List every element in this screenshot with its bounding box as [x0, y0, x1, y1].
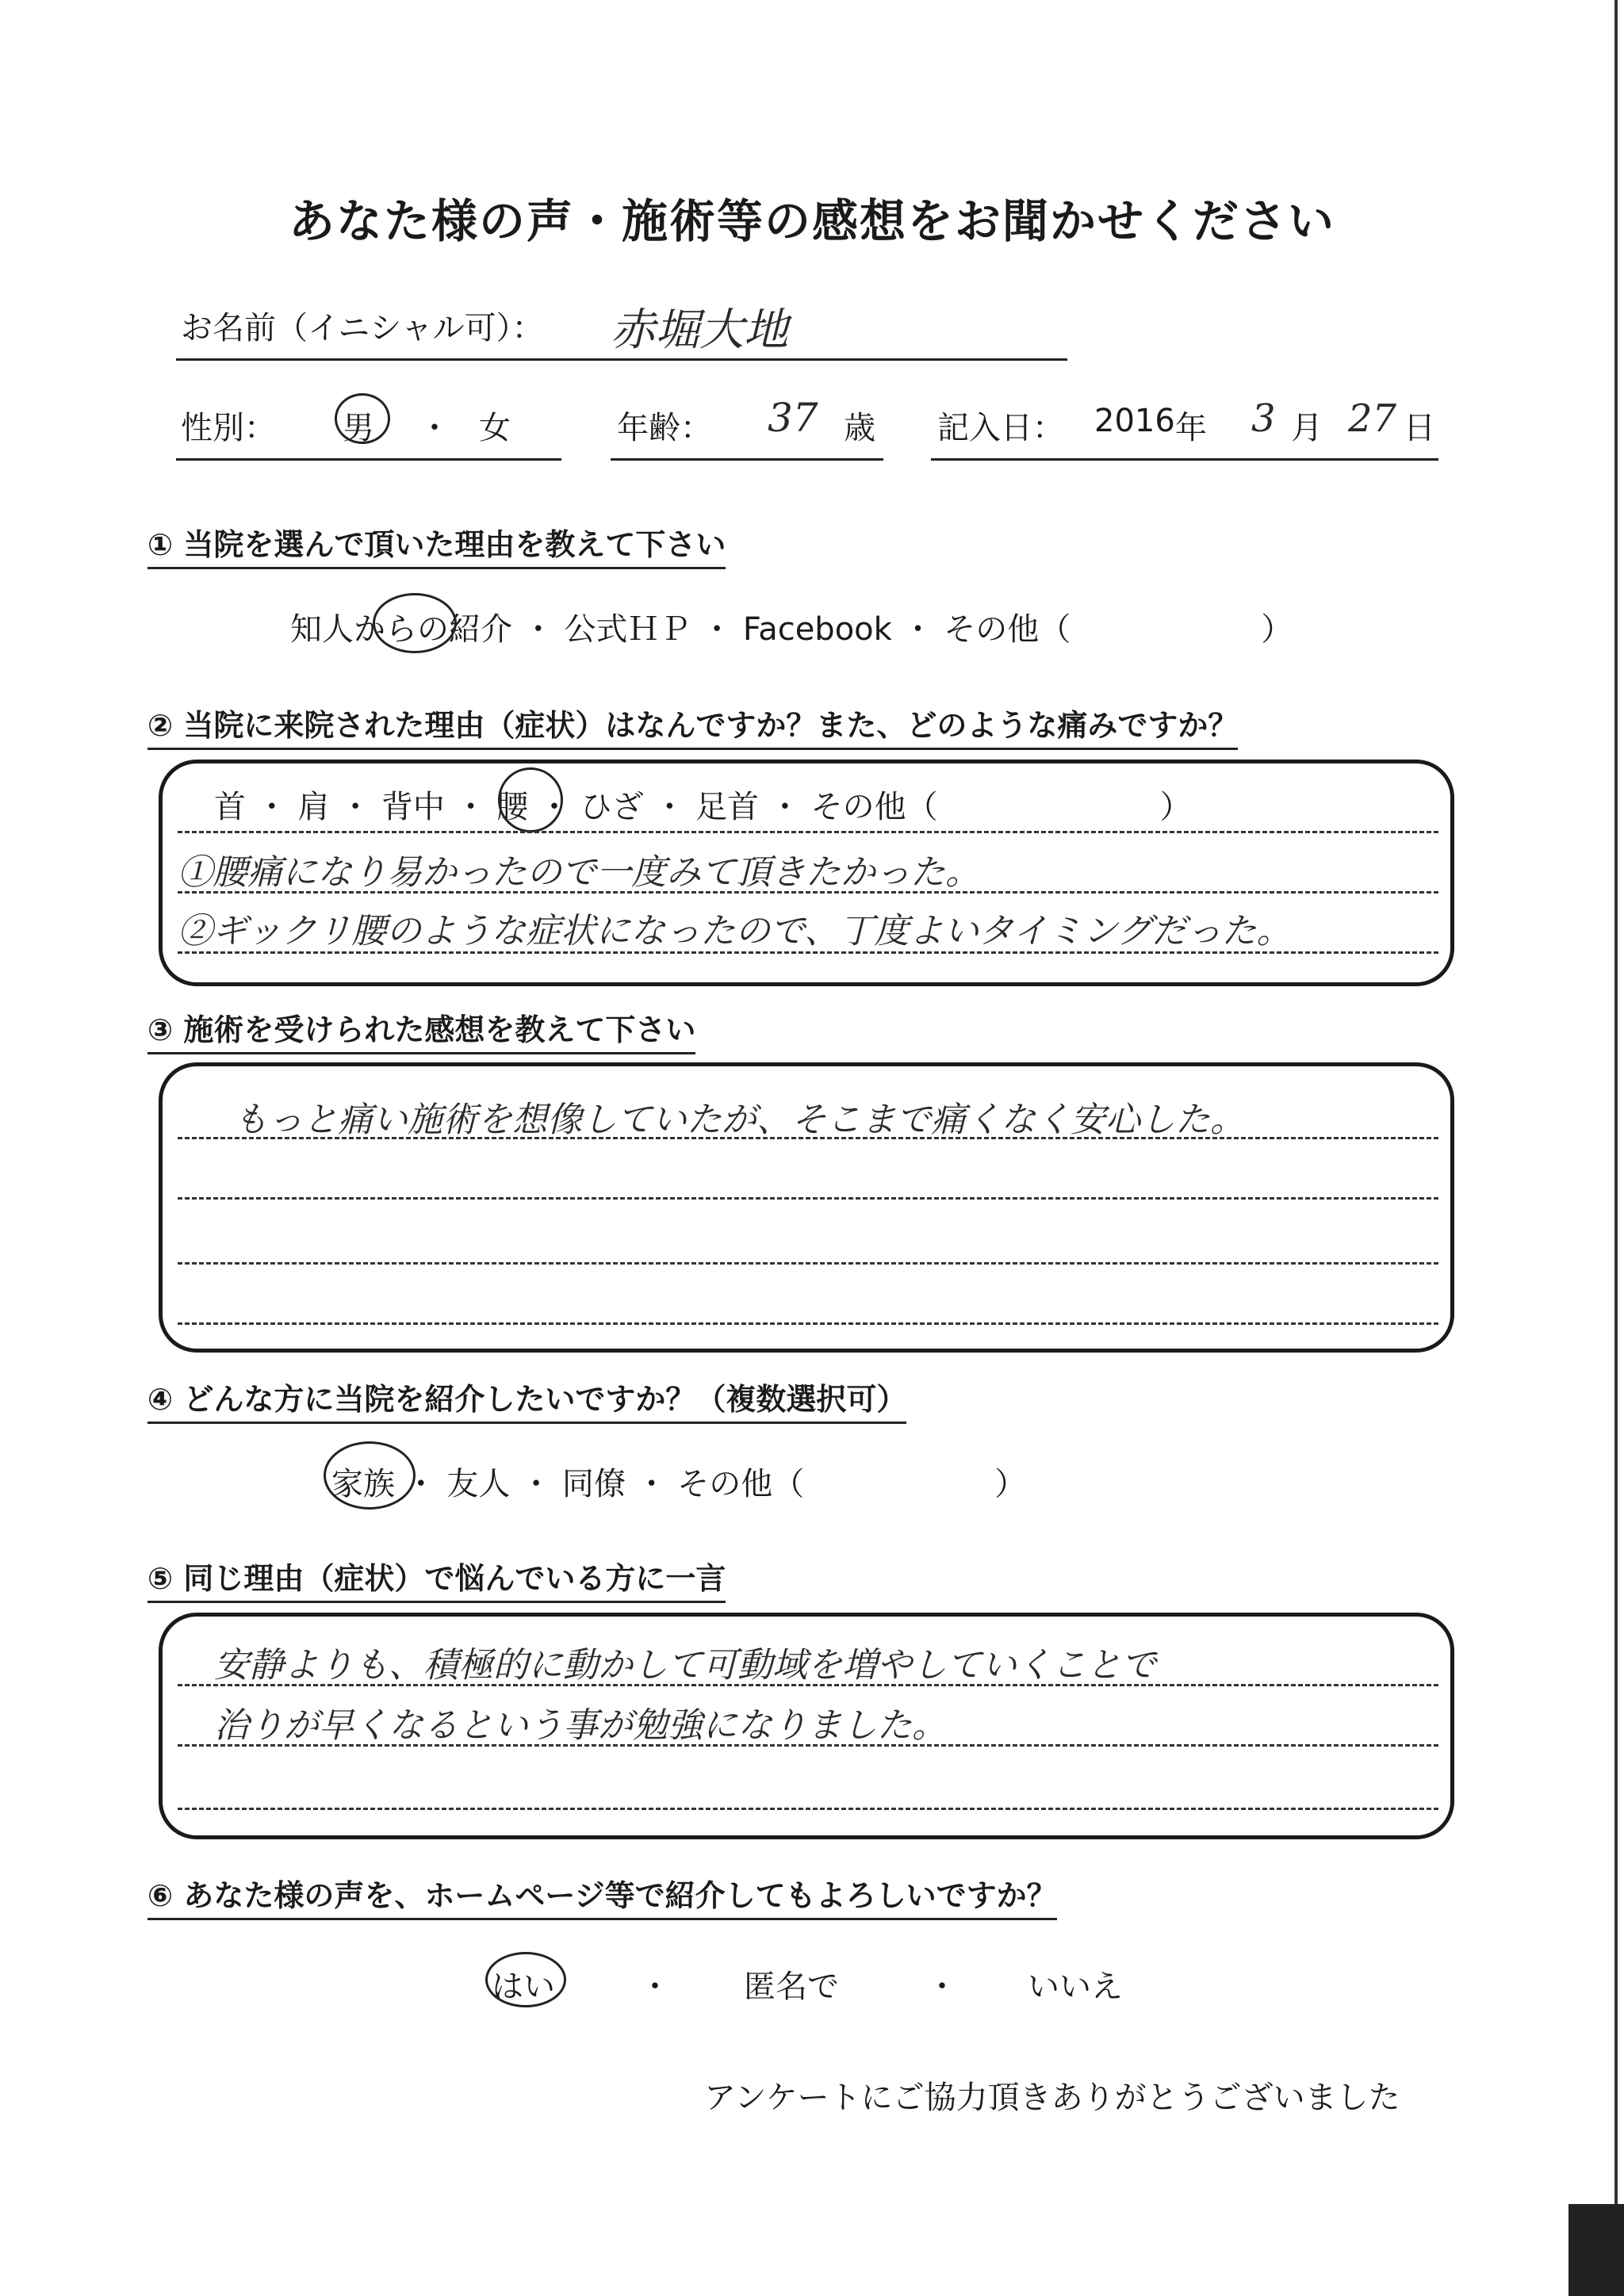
q1-heading: ① 当院を選んで頂いた理由を教えて下さい [147, 520, 726, 569]
age-value: 37 [768, 395, 818, 441]
name-value: 赤堀大地 [611, 304, 788, 356]
gender-label: 性別： [181, 410, 276, 446]
q2-selection-circle [498, 767, 563, 832]
date-day-unit: 日 [1404, 410, 1435, 446]
q3-line-1 [178, 1137, 1438, 1139]
page-title: あなた様の声・施術等の感想をお聞かせください [288, 194, 1335, 248]
age-label: 年齢： [617, 410, 712, 446]
q2-line-1 [178, 831, 1438, 833]
q2-heading: ② 当院に来院された理由（症状）はなんですか？また、どのような痛みですか？ [147, 701, 1238, 750]
q5-line-2 [178, 1744, 1438, 1747]
q2-answer-2: ②ギックリ腰のような症状になったので、丁度よいタイミングだった。 [178, 911, 1292, 951]
q5-answer-1: 安静よりも、積極的に動かして可動域を増やしていくことで [214, 1645, 1156, 1686]
age-underline [611, 458, 883, 461]
gender-underline [176, 458, 561, 461]
name-underline [176, 358, 1067, 361]
q6-sep-2: ・ [926, 1969, 958, 2005]
gender-male-circle [335, 393, 390, 444]
q2-answer-1: ①腰痛になり易かったので一度みて頂きたかった。 [178, 852, 980, 893]
q6-heading: ⑥ あなた様の声を、ホームページ等で紹介してもよろしいですか？ [147, 1871, 1057, 1920]
q5-line-1 [178, 1684, 1438, 1686]
q3-line-2 [178, 1197, 1438, 1200]
q2-line-3 [178, 951, 1438, 954]
date-year-unit: 年 [1175, 410, 1207, 446]
age-unit: 歳 [844, 410, 875, 446]
date-day: 27 [1348, 396, 1397, 441]
scan-edge [1614, 0, 1618, 2296]
date-label: 記入日： [937, 410, 1064, 446]
date-year: 2016 [1094, 403, 1175, 439]
q1-selection-circle [373, 593, 457, 653]
q1-options: 知人からの紹介 ・ 公式ＨＰ ・ Facebook ・ その他（ ） [290, 611, 1293, 648]
footer-thanks: アンケートにご協力頂きありがとうございました [704, 2080, 1400, 2116]
q4-options: 家族 ・ 友人 ・ 同僚 ・ その他（ ） [331, 1466, 1027, 1502]
date-underline [931, 458, 1438, 461]
gender-male: 男 [343, 410, 374, 446]
q5-line-3 [178, 1808, 1438, 1810]
date-month-unit: 月 [1291, 410, 1323, 446]
q6-anon: 匿名で [744, 1969, 839, 2005]
q6-yes-circle [485, 1952, 566, 2007]
scan-corner [1568, 2204, 1624, 2296]
q5-answer-2: 治りが早くなるという事が勉強になりました。 [214, 1705, 947, 1746]
q2-options: 首 ・ 肩 ・ 背中 ・ 腰 ・ ひざ ・ 足首 ・ その他（ ） [214, 789, 1192, 825]
q3-answer-1: もっと痛い施術を想像していたが、そこまで痛くなく安心した。 [233, 1100, 1245, 1140]
q3-heading: ③ 施術を受けられた感想を教えて下さい [147, 1005, 695, 1054]
gender-sep: ・ [419, 410, 450, 446]
q3-line-3 [178, 1262, 1438, 1265]
q2-line-2 [178, 891, 1438, 894]
date-month: 3 [1251, 396, 1276, 441]
gender-female: 女 [479, 410, 511, 446]
q6-yes: はい [492, 1969, 555, 2005]
q6-no: いいえ [1028, 1969, 1123, 2005]
q4-selection-circle [324, 1441, 416, 1510]
q3-line-4 [178, 1322, 1438, 1325]
name-label: お名前（イニシャル可）： [181, 310, 544, 346]
q4-heading: ④ どんな方に当院を紹介したいですか？（複数選択可） [147, 1375, 906, 1424]
q5-heading: ⑤ 同じ理由（症状）で悩んでいる方に一言 [147, 1554, 726, 1603]
q6-sep-1: ・ [639, 1969, 671, 2005]
